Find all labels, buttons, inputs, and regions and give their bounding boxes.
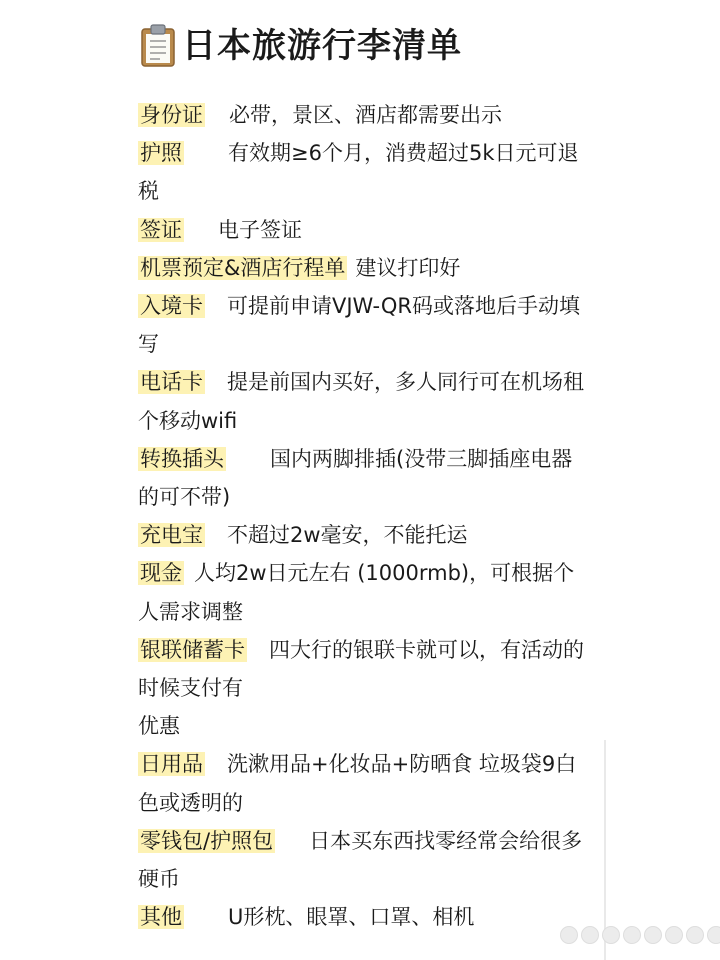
item-label: 充电宝 — [140, 523, 203, 548]
item-desc: 可提前申请VJW-QR码或落地后手动填写 — [138, 294, 580, 357]
page-title — [140, 22, 462, 70]
item-desc: 电子签证 — [218, 217, 302, 242]
list-item — [138, 440, 588, 516]
item-label: 现金 — [140, 561, 182, 586]
item-label: 银联储蓄卡 — [140, 637, 245, 662]
item-label: 身份证 — [140, 103, 203, 127]
watermark-dot — [602, 926, 620, 944]
watermark-dot — [560, 926, 578, 944]
watermark-dot — [686, 926, 704, 944]
list-item — [138, 96, 588, 134]
item-label: 日用品 — [140, 752, 203, 777]
clipboard-icon — [140, 24, 176, 68]
item-desc: 不超过2w毫安，不能托运 — [227, 523, 468, 548]
item-label: 其他 — [140, 905, 182, 930]
item-desc: 提是前国内买好，多人同行可在机场租个移动wifi — [138, 370, 584, 433]
checklist — [138, 96, 588, 936]
list-item — [138, 898, 588, 936]
watermark-dot — [665, 926, 683, 944]
item-desc: 有效期≥6个月，消费超过5k日元可退税 — [138, 141, 579, 204]
item-desc: 洗漱用品+化妆品+防晒食 垃圾袋9白色或透明的 — [138, 752, 577, 815]
list-item — [138, 745, 588, 821]
list-item — [138, 287, 588, 363]
watermark-dot — [644, 926, 662, 944]
watermark — [560, 926, 720, 944]
item-desc: U形枕、眼罩、口罩、相机 — [228, 905, 475, 930]
list-item — [138, 516, 588, 554]
item-desc: 四大行的银联卡就可以，有活动的时候支付有 优惠 — [138, 637, 584, 739]
item-desc: 建议打印好 — [355, 255, 461, 280]
item-label: 护照 — [140, 141, 182, 166]
list-item — [138, 822, 588, 898]
list-item — [138, 363, 588, 439]
list-item — [138, 554, 588, 630]
item-label: 入境卡 — [140, 294, 203, 319]
item-label: 签证 — [140, 217, 182, 242]
item-desc: 国内两脚排插(没带三脚插座电器的可不带) — [138, 446, 573, 510]
watermark-dot — [623, 926, 641, 944]
list-item — [138, 631, 588, 746]
item-desc: 人均2w日元左右 (1000rmb)，可根据个人需求调整 — [138, 561, 575, 624]
item-label: 电话卡 — [140, 370, 203, 395]
list-item — [138, 249, 588, 287]
list-item — [138, 211, 588, 249]
list-item — [138, 134, 588, 210]
title-text: 日本旅游行李清单 — [182, 26, 462, 66]
item-label: 机票预定&酒店行程单 — [140, 255, 346, 280]
item-desc: 必带，景区、酒店都需要出示 — [229, 103, 502, 127]
item-desc: 日本买东西找零经常会给很多硬币 — [138, 828, 583, 892]
watermark-dot — [707, 926, 720, 944]
watermark-dot — [581, 926, 599, 944]
item-label: 零钱包/护照包 — [140, 828, 274, 853]
item-label: 转换插头 — [140, 446, 224, 471]
